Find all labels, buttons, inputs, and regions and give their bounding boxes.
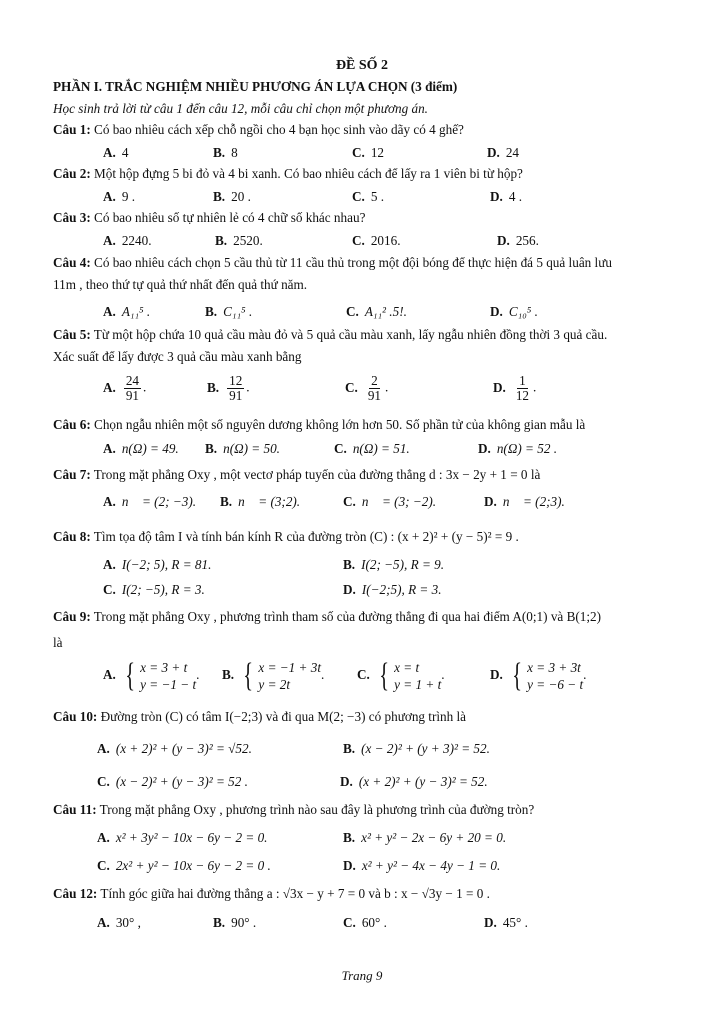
- q1-option-d: D. 24: [487, 145, 520, 160]
- fraction: $\frac{12}{91}$: [229, 373, 243, 403]
- q10-option-c: C. (x − 2)² + (y − 3)² = 52 .: [97, 774, 248, 789]
- question-6: Câu 6: Chọn ngẫu nhiên một số nguyên dương không lớn hơn 50. Số phần tử của không gian mẫu là: [53, 417, 586, 432]
- q4-option-d: D. C₁₀⁵ .: [490, 304, 538, 319]
- question-4: Câu 4: Có bao nhiêu cách chọn 5 cầu thủ từ 11 cầu thủ trong một đội bóng để thực hiện đá 5 quả luân lưu: [53, 255, 612, 270]
- question-12: Câu 12: Tính góc giữa hai đường thẳng a : √3x − y + 7 = 0 và b : x − √3y − 1 = 0 .: [53, 886, 490, 901]
- q5-option-b: B. $\frac{12}{91}$ .: [207, 373, 250, 403]
- q12-option-c: C. 60° .: [343, 915, 387, 930]
- q5-option-a: A. $\frac{24}{91}$ .: [103, 373, 147, 403]
- q10-option-a: A. (x + 2)² + (y − 3)² = √52.: [97, 741, 252, 756]
- q10-option-d: D. (x + 2)² + (y − 3)² = 52.: [340, 774, 488, 789]
- q7-option-c: C. n⃗ = (3; −2).: [343, 494, 437, 509]
- doc-title: ĐỀ SỐ 2: [335, 58, 389, 73]
- q2-option-c: C. 5 .: [352, 189, 385, 204]
- question-10: Câu 10: Đường tròn (C) có tâm I(−2;3) và đi qua M(2; −3) có phương trình là: [53, 709, 467, 724]
- fraction: $\frac{24}{91}$: [125, 373, 140, 403]
- q8-option-a: A. I(−2; 5), R = 81.: [103, 557, 212, 572]
- q11-option-b: B. x² + y² − 2x − 6y + 20 = 0.: [343, 830, 507, 845]
- section-heading: PHẦN I. TRẮC NGHIỆM NHIỀU PHƯƠNG ÁN LỰA CHỌN (3 điểm): [53, 79, 458, 94]
- instructions: Học sinh trả lời từ câu 1 đến câu 12, mỗi câu chỉ chọn một phương án.: [53, 101, 428, 116]
- q7-option-a: A. n⃗ = (2; −3).: [103, 494, 197, 509]
- question-3: Câu 3: Có bao nhiêu số tự nhiên lẻ có 4 chữ số khác nhau?: [53, 210, 366, 225]
- q1-option-b: B. 8: [213, 145, 238, 160]
- question-9: Câu 9: Trong mặt phẳng Oxy , phương trình tham số của đường thẳng đi qua hai điểm A(0;1) và B(1;2): [53, 609, 601, 624]
- q5-option-d: D. $\frac{1}{12}$ .: [493, 373, 537, 403]
- q3-option-d: D. 256.: [497, 233, 539, 248]
- q9-option-a: A. { x = 3 + t y = −1 − t .: [103, 657, 200, 694]
- q10-option-b: B. (x − 2)² + (y + 3)² = 52.: [343, 741, 490, 756]
- q6-option-a: A. n(Ω) = 49.: [103, 441, 179, 456]
- q9-option-c: C. { x = t y = 1 + t .: [357, 657, 445, 694]
- q12-option-a: A. 30° ,: [97, 915, 141, 930]
- q11-option-d: D. x² + y² − 4x − 4y − 1 = 0.: [343, 858, 501, 873]
- q2-option-a: A. 9 .: [103, 189, 136, 204]
- question-8: Câu 8: Tìm tọa độ tâm I và tính bán kính R của đường tròn (C) : (x + 2)² + (y − 5)² = 9 .: [53, 529, 519, 544]
- q8-option-d: D. I(−2;5), R = 3.: [343, 582, 442, 597]
- fraction: $\frac{2}{91}$: [367, 373, 382, 403]
- q4-option-c: C. A₁₁² .5!.: [346, 304, 407, 319]
- question-4-line-2: 11m , theo thứ tự quả thứ nhất đến quả thứ năm.: [53, 277, 308, 292]
- question-11: Câu 11: Trong mặt phẳng Oxy , phương trình nào sau đây là phương trình của đường tròn?: [53, 802, 535, 817]
- question-5: Câu 5: Từ một hộp chứa 10 quả cầu màu đỏ và 5 quả cầu màu xanh, lấy ngẫu nhiên đồng thời 3 quả cầu.: [53, 327, 608, 342]
- q2-option-b: B. 20 .: [213, 189, 251, 204]
- q6-option-d: D. n(Ω) = 52 .: [478, 441, 558, 456]
- q1-option-c: C. 12: [352, 145, 385, 160]
- q1-option-a: A. 4: [103, 145, 129, 160]
- question-text: Có bao nhiêu cách xếp chỗ ngồi cho 4 bạn học sinh vào dãy có 4 ghế?: [94, 122, 464, 137]
- question-label: Câu 1:: [53, 122, 91, 137]
- question-7: Câu 7: Trong mặt phẳng Oxy , một vectơ pháp tuyến của đường thẳng d : 3x − 2y + 1 = 0 là: [53, 467, 541, 482]
- q11-option-a: A. x² + 3y² − 10x − 6y − 2 = 0.: [97, 830, 268, 845]
- q8-option-b: B. I(2; −5), R = 9.: [343, 557, 445, 572]
- q4-option-a: A. A₁₁⁵ .: [103, 304, 151, 319]
- page-number: Trang 9: [341, 968, 383, 983]
- q3-option-a: A. 2240.: [103, 233, 152, 248]
- q12-option-d: D. 45° .: [484, 915, 528, 930]
- question-5-line-2: Xác suất để lấy được 3 quả cầu màu xanh bằng: [53, 349, 302, 364]
- q4-option-b: B. C₁₁⁵ .: [205, 304, 253, 319]
- question-2: Câu 2: Một hộp đựng 5 bi đỏ và 4 bi xanh. Có bao nhiêu cách để lấy ra 1 viên bi từ hộp?: [53, 166, 523, 181]
- q2-option-d: D. 4 .: [490, 189, 523, 204]
- q3-option-b: B. 2520.: [215, 233, 263, 248]
- q9-option-b: B. { x = −1 + 3t y = 2t .: [222, 657, 325, 694]
- q11-option-c: C. 2x² + y² − 10x − 6y − 2 = 0 .: [97, 858, 271, 873]
- q9-option-d: D. { x = 3 + 3t y = −6 − t .: [490, 657, 587, 694]
- q3-option-c: C. 2016.: [352, 233, 401, 248]
- q6-option-b: B. n(Ω) = 50.: [205, 441, 280, 456]
- q6-option-c: C. n(Ω) = 51.: [334, 441, 410, 456]
- q7-option-d: D. n⃗ = (2;3).: [484, 494, 565, 509]
- q5-option-c: C. $\frac{2}{91}$ .: [345, 373, 389, 403]
- question-1: [53, 122, 674, 138]
- question-9-line-2: là: [53, 635, 63, 650]
- q12-option-b: B. 90° .: [213, 915, 257, 930]
- fraction: $\frac{1}{12}$: [515, 373, 530, 403]
- q7-option-b: B. n⃗ = (3;2).: [220, 494, 301, 509]
- q8-option-c: C. I(2; −5), R = 3.: [103, 582, 205, 597]
